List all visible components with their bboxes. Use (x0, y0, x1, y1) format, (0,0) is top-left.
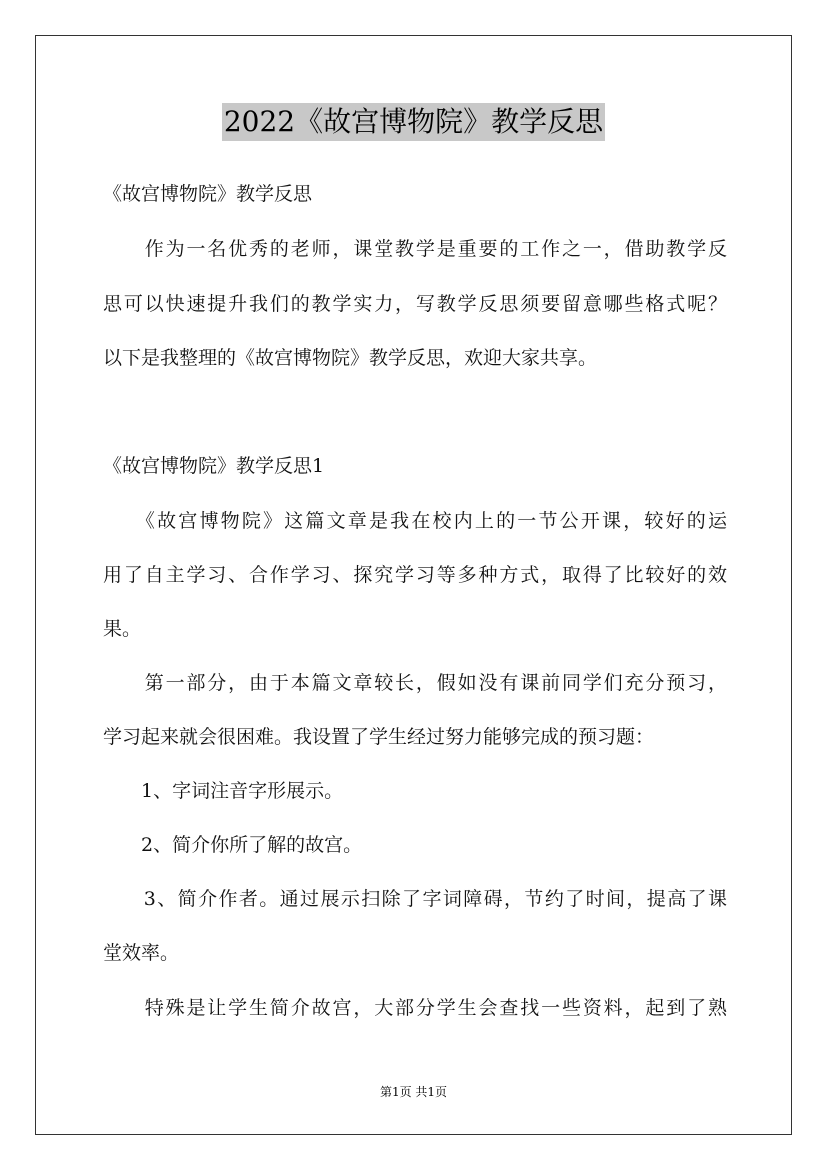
body-line: 用了自主学习、合作学习、探究学习等多种方式，取得了比较好的效 (103, 564, 727, 586)
body-line: 第一部分，由于本篇文章较长，假如没有课前同学们充分预习， (103, 672, 727, 694)
section-heading: 《故宫博物院》教学反思1 (103, 455, 325, 477)
document-title: 2022《故宫博物院》教学反思 (222, 103, 605, 141)
body-line: 果。 (103, 618, 142, 640)
body-line: 学习起来就会很困难。我设置了学生经过努力能够完成的预习题： (103, 726, 655, 748)
body-line: 特殊是让学生简介故宫，大部分学生会查找一些资料，起到了熟 (103, 997, 727, 1019)
document-subtitle: 《故宫博物院》教学反思 (103, 183, 313, 205)
body-line: 《故宫博物院》这篇文章是我在校内上的一节公开课，较好的运 (103, 510, 727, 532)
intro-line: 思可以快速提升我们的教学实力，写教学反思须要留意哪些格式呢？ (103, 293, 727, 315)
body-line: 1、字词注音字形展示。 (103, 780, 344, 802)
body-line: 2、简介你所了解的故宫。 (103, 834, 363, 856)
body-line: 堂效率。 (103, 942, 180, 964)
body-line: 3、简介作者。通过展示扫除了字词障碍，节约了时间，提高了课 (103, 888, 727, 910)
intro-line: 以下是我整理的《故宫博物院》教学反思，欢迎大家共享。 (103, 347, 598, 369)
page-footer: 第1页 共1页 (379, 1085, 448, 1099)
title-container (0, 103, 827, 141)
intro-line: 作为一名优秀的老师，课堂教学是重要的工作之一，借助教学反 (103, 238, 727, 260)
